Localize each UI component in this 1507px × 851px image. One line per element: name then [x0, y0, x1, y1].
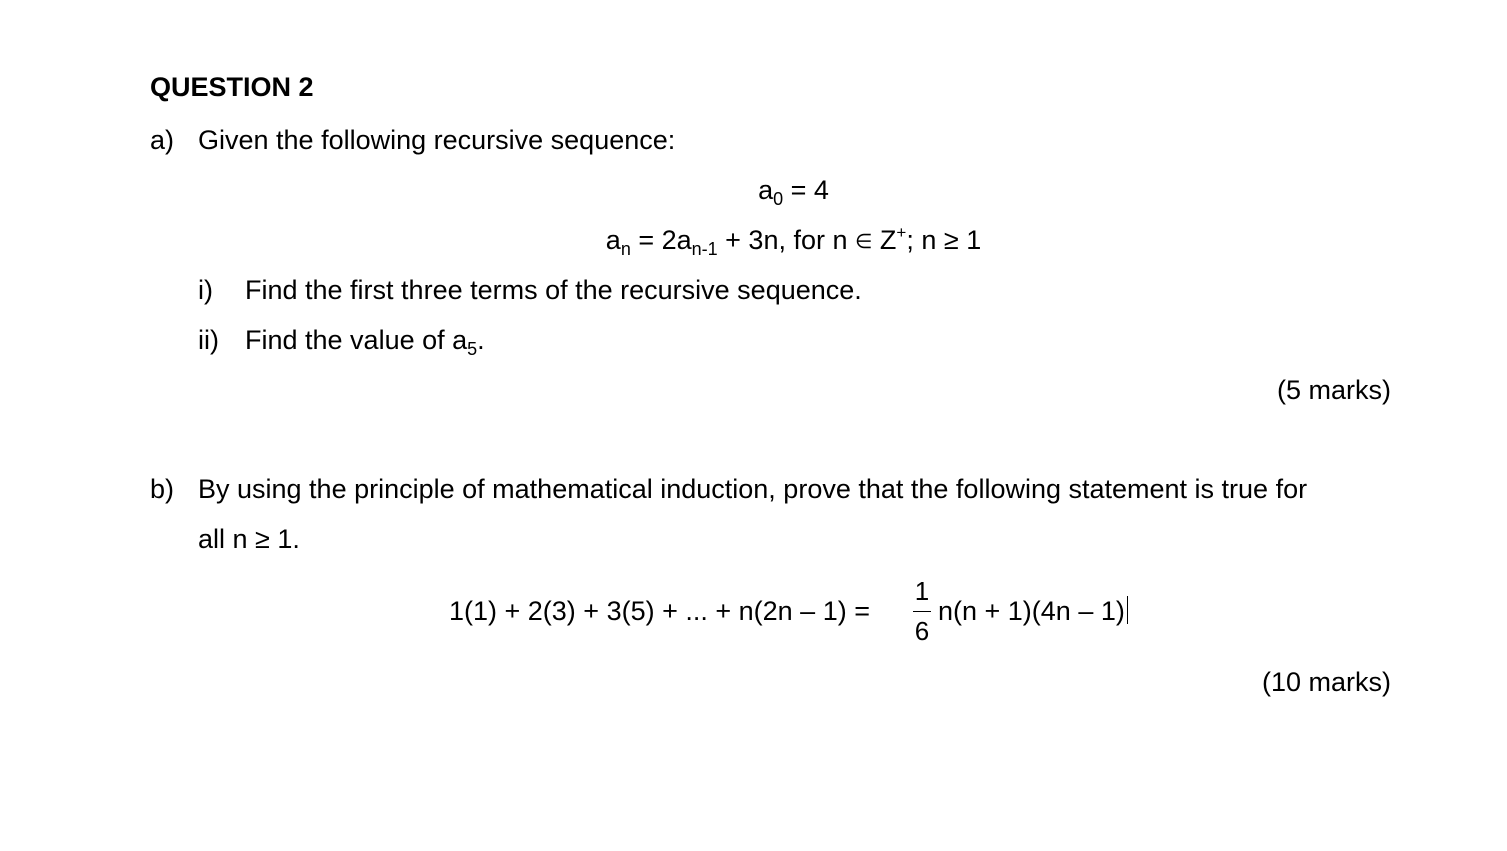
sub-item-ii-text-after: . — [477, 325, 485, 355]
sub-item-ii-label: ii) — [198, 325, 219, 355]
sub-item-i-label: i) — [198, 275, 213, 305]
eq1-var: a — [758, 175, 774, 205]
part-a-label: a) — [150, 125, 175, 155]
eq2-subscript: n — [620, 239, 631, 259]
part-b-marks: (10 marks) — [1261, 667, 1391, 697]
eq2-mid-subscript: n-1 — [691, 239, 718, 259]
fraction-denominator: 6 — [914, 616, 930, 646]
question-heading: QUESTION 2 — [150, 72, 314, 102]
fraction-bar — [913, 611, 931, 612]
part-a-marks: (5 marks) — [1277, 375, 1391, 405]
fraction-numerator: 1 — [914, 576, 930, 606]
part-b-text-line1: By using the principle of mathematical induction, prove that the following statement is true for — [198, 474, 1308, 504]
part-b-text-line2: all n ≥ 1. — [198, 524, 300, 554]
formula-lhs: 1(1) + 2(3) + 3(5) + ... + n(2n – 1) = — [449, 596, 870, 626]
formula-rhs: n(n + 1)(4n – 1) — [938, 596, 1125, 626]
eq2-set: Z — [872, 225, 897, 255]
sub-item-ii-text — [245, 323, 485, 360]
part-b-label: b) — [150, 474, 175, 504]
formula-fraction — [911, 575, 933, 647]
element-of-symbol: ∈ — [855, 231, 873, 253]
eq2-tail: ; n ≥ 1 — [906, 225, 982, 255]
eq1-subscript: 0 — [773, 189, 784, 209]
sub-item-i-text: Find the first three terms of the recursive sequence. — [245, 275, 862, 305]
eq1-rhs: = 4 — [783, 175, 829, 205]
part-a-intro: Given the following recursive sequence: — [198, 125, 676, 155]
equation-recurrence — [0, 223, 1507, 261]
eq2-var: a — [605, 225, 621, 255]
text-cursor — [1127, 596, 1128, 624]
sub-item-ii-subscript: 5 — [467, 339, 478, 359]
sub-item-ii-text-before: Find the value of a — [245, 325, 468, 355]
formula-rhs-group — [938, 594, 1128, 628]
equation-initial-term — [0, 173, 1507, 210]
eq2-mid1: = 2a — [630, 225, 692, 255]
eq2-mid2: + 3n, for n — [717, 225, 855, 255]
eq2-set-superscript: + — [896, 223, 907, 242]
